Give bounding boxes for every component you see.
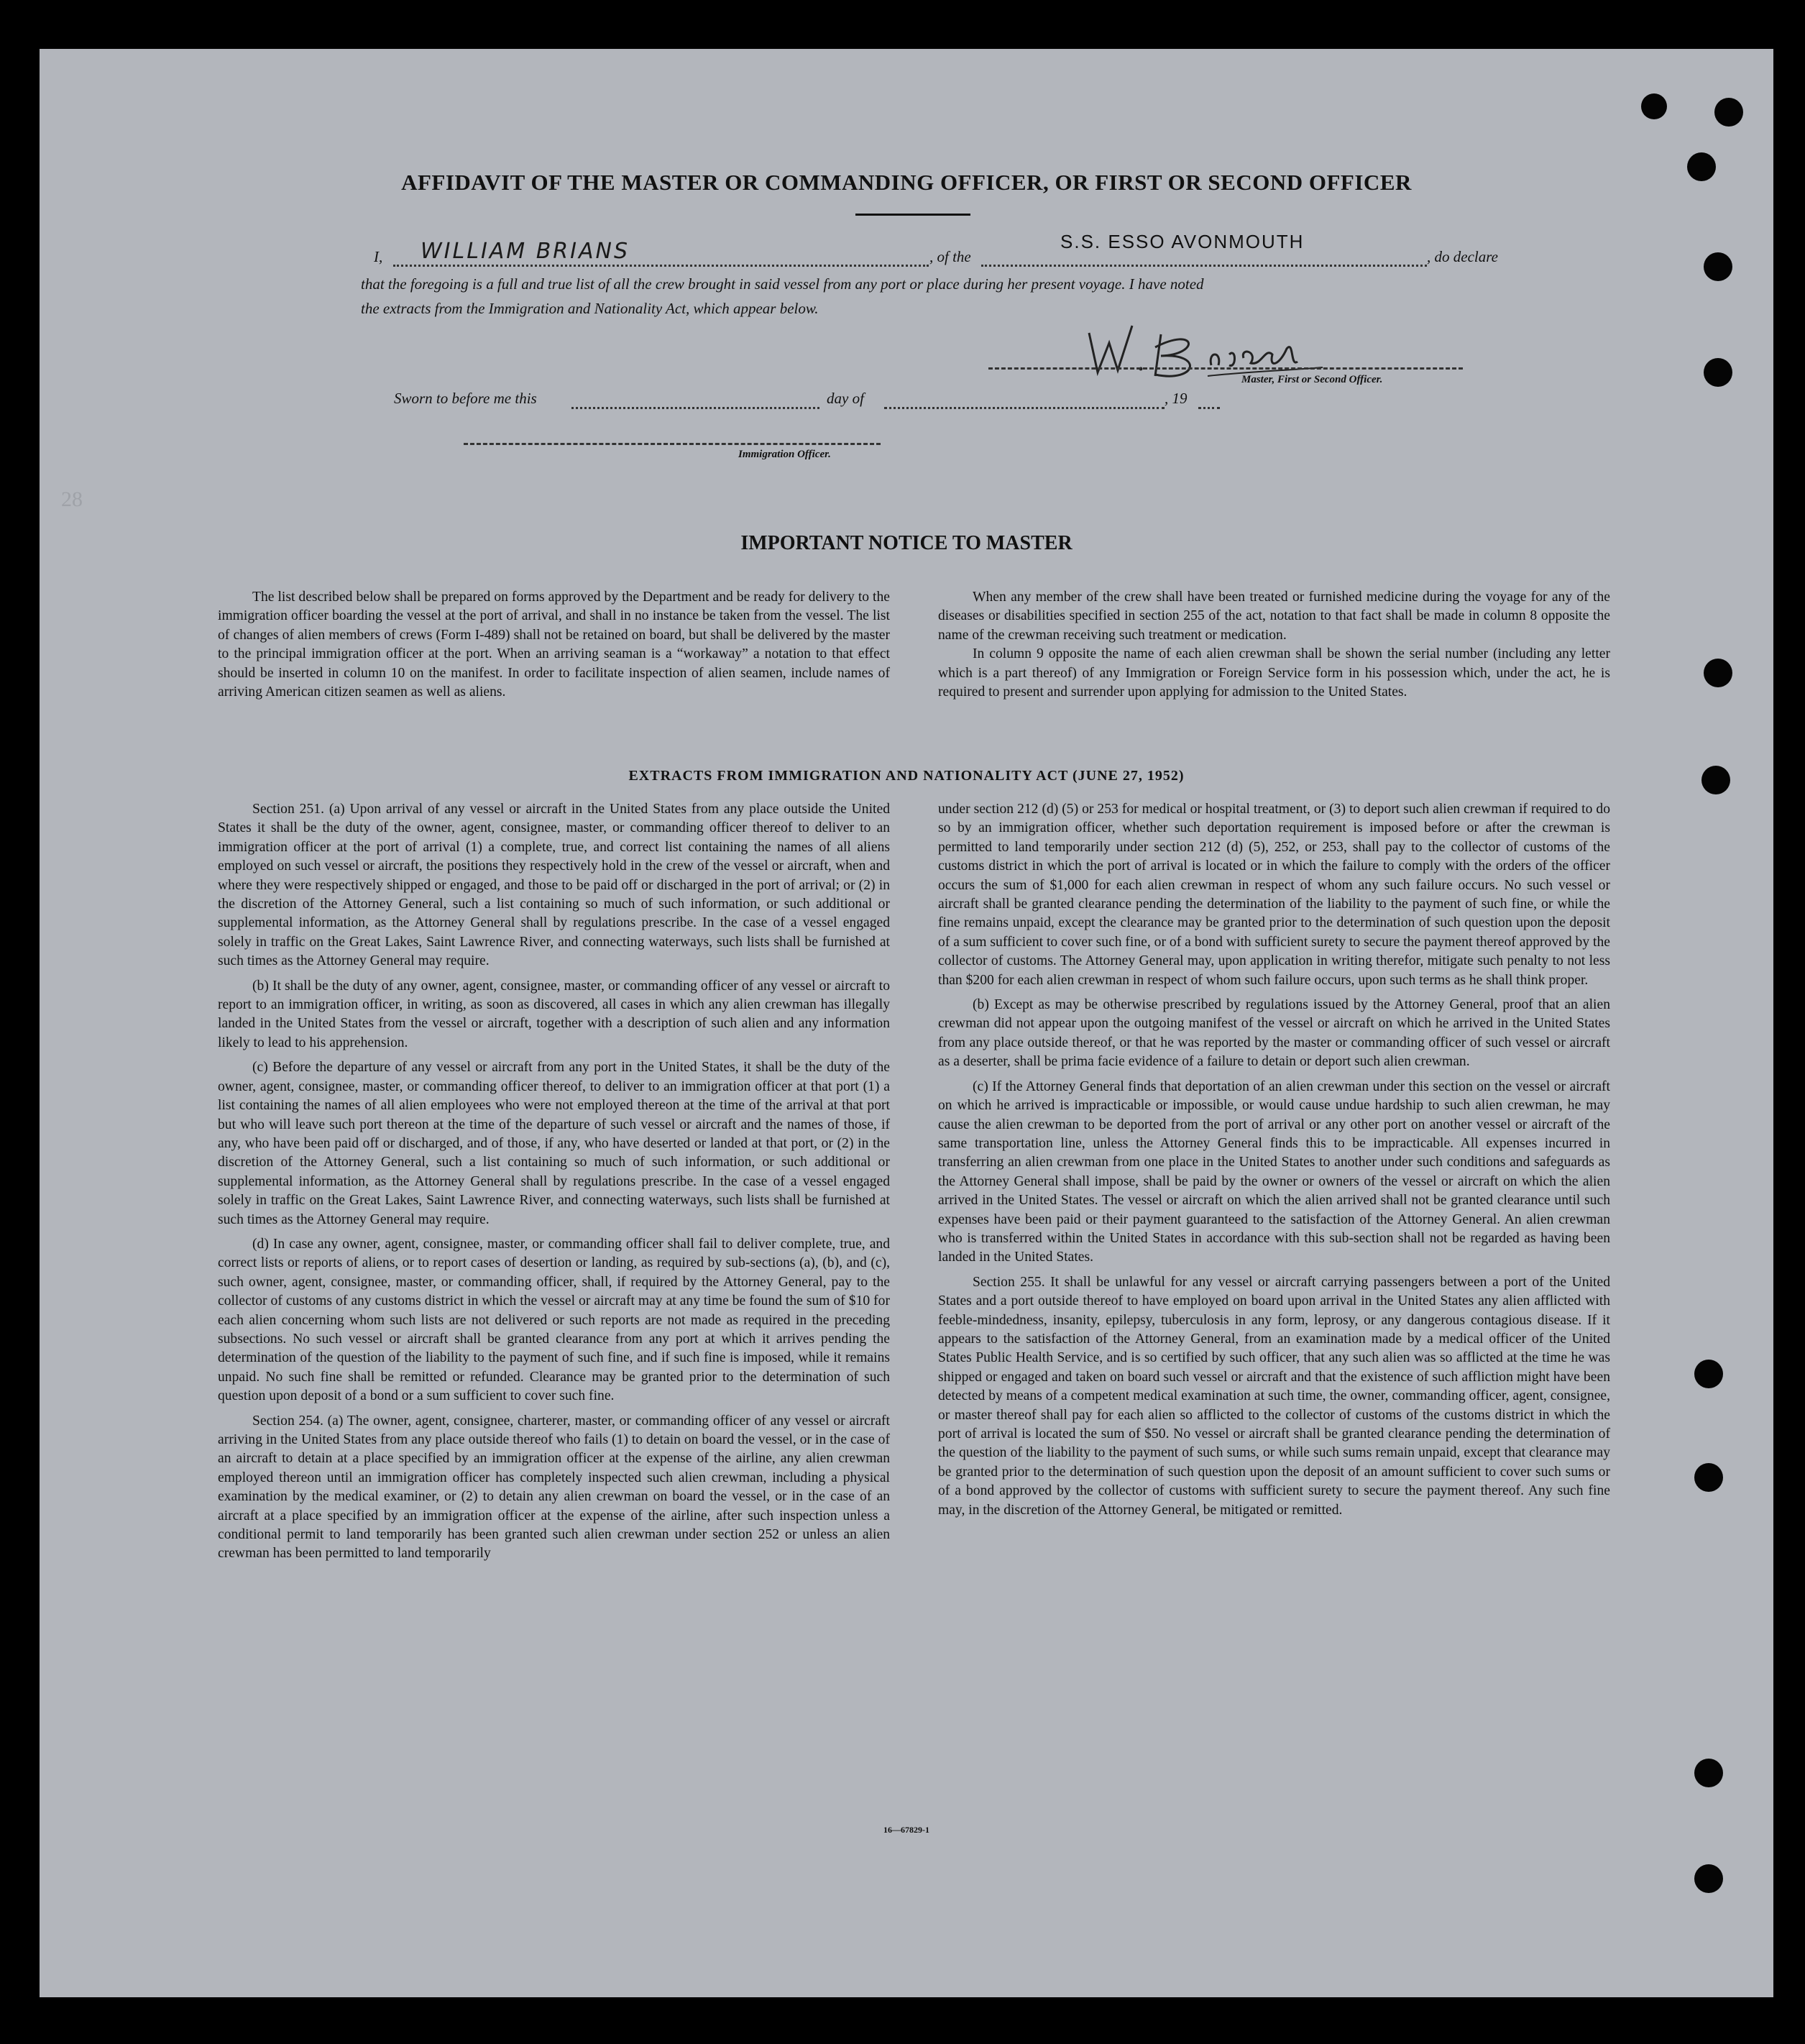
extracts-left-column <box>218 800 890 1564</box>
notice-left-column <box>218 588 890 702</box>
punch-hole <box>1694 1463 1723 1492</box>
sworn-day-line <box>571 407 819 409</box>
do-declare-label: , do declare <box>1427 248 1498 265</box>
declaration-line-2: that the foregoing is a full and true list of all the crew brought in said vessel from any port or place during her present voyage. I have noted <box>361 275 1204 293</box>
section-251-a: Section 251. (a) Upon arrival of any vessel or aircraft in the United States from any place outside the United States it shall be the duty of the owner, agent, consignee, master, or commanding officer thereof to deliver to an immigration officer at the port of arrival (1) a complete, true, and correct list containing the names of all aliens employed on such vessel or aircraft, the positions they respectively hold in the crew of the vessel or aircraft, when and where they were respectively shipped or engaged, and those to be paid off or discharged in the port of arrival; or (2) in the discretion of the Attorney General, such a list containing so much of such information, or such additional or supplemental information, as the Attorney General shall by regulations prescribe. In the case of a vessel engaged solely in traffic on the Great Lakes, Saint Lawrence River, and connecting waterways, such lists shall be furnished at such times as the Attorney General may require. <box>218 802 890 969</box>
section-254-b: (b) Except as may be otherwise prescribed by regulations issued by the Attorney General, proof that an alien crewman did not appear upon the outgoing manifest of the vessel or aircraft on which he arrived in the United States from any place outside thereof, or that he was reported by the master or commanding officer of such vessel or aircraft as a deserter, shall be prima facie evidence of a failure to detain or deport such alien crewman. <box>938 997 1610 1070</box>
section-251-d: (d) In case any owner, agent, consignee, master, or commanding officer shall fail to deliver complete, true, and correct lists or reports of aliens, or to report cases of desertion or landing, as required by sub-sections (a), (b), and (c), such owner, agent, consignee, master, or commanding officer, shall, if required by the Attorney General, pay to the collector of customs of any customs district in which the vessel or aircraft may at any time be found the sum of $10 for each alien concerning whom such lists are not delivered or such reports are not made as required in the preceding subsections. No such vessel or aircraft shall be granted clearance from any port at which it arrives pending the determination of the question of the liability to the payment of such fine, and if such fine is imposed, while it remains unpaid. No such fine shall be remitted or refunded. Clearance may be granted prior to the determination of such question upon deposit of a bond or a sum sufficient to cover such fine. <box>218 1236 890 1404</box>
sworn-year-line <box>1198 407 1220 409</box>
year-label: , 19 <box>1165 390 1188 407</box>
punch-hole <box>1704 358 1732 387</box>
officer-signature-line <box>464 443 881 445</box>
punch-hole <box>1704 252 1732 281</box>
section-251-c: (c) Before the departure of any vessel or aircraft from any port in the United States, it shall be the duty of the owner, agent, consignee, master, or commanding officer thereof, to deliver to an immigration officer at that port (1) a list containing the names of all alien employees who were not employed thereon at the time of the arrival at that port but who will leave such port thereon at the time of the departure of such vessel or aircraft and the names of those, if any, who have been paid off or discharged, and of those, if any, who have deserted or landed at that port, or (2) in the discretion of the Attorney General, such a list containing so much of such information, or such additional or supplemental information, as the Attorney General shall by regulations prescribe. In the case of a vessel engaged solely in traffic on the Great Lakes, Saint Lawrence River, and connecting waterways, such lists shall be furnished at such times as the Attorney General may require. <box>218 1060 890 1227</box>
notice-title: IMPORTANT NOTICE TO MASTER <box>740 532 1073 554</box>
section-254-a-continued: under section 212 (d) (5) or 253 for medical or hospital treatment, or (3) to deport such alien crewman if required to do so by an immigration officer, whether such deportation requirement is imposed before or after the crewman is permitted to land temporarily under section 212 (d) (5), 252, or 253, shall pay to the collector of customs of the customs district in which the port of arrival is located or in which the failure to comply with the orders of the officer occurs the sum of $1,000 for each alien crewman in respect of whom any such failure occurs. No such vessel or aircraft shall be granted clearance pending the determination of the liability to the payment of such fine, or while the fine remains unpaid, except the clearance may be granted prior to the determination of such question upon the deposit of a sum sufficient to cover such fine, or of a bond with sufficient surety to secure the payment thereof approved by the collector of customs. The Attorney General may, upon application in writing therefor, mitigate such penalty to not less than $200 for each alien crewman in respect of whom such failure occurs, upon such terms as he shall think proper. <box>938 802 1610 988</box>
extracts-title: EXTRACTS FROM IMMIGRATION AND NATIONALITY ACT (JUNE 27, 1952) <box>628 768 1185 784</box>
page-number: 28 <box>61 487 83 511</box>
vessel-line <box>981 265 1427 267</box>
of-the-label: , of the <box>929 248 971 265</box>
notice-right-column <box>938 588 1610 702</box>
vessel-name: S.S. ESSO AVONMOUTH <box>1060 231 1305 252</box>
form-number: 16—67829-1 <box>883 1825 929 1835</box>
punch-hole <box>1694 1360 1723 1388</box>
sworn-label: Sworn to before me this <box>394 390 537 407</box>
section-255: Section 255. It shall be unlawful for any vessel or aircraft carrying passengers between a port of the United States and a port outside thereof to have employed on board upon arrival in the United States any alien afflicted with feeble-mindedness, insanity, epilepsy, tuberculosis in any form, leprosy, or any dangerous contagious disease. If it appears to the satisfaction of the Attorney General, from an examination made by a medical officer of the United States Public Health Service, and is so certified by such officer, that any such alien was so afflicted at the time he was shipped or engaged and taken on board such vessel or aircraft and that the existence of such affliction might have been detected by means of a competent medical examination at such time, the owner, commanding officer, agent, consignee, or master thereof shall pay for each alien so afflicted to the collector of customs of the customs district in which the port of arrival is located the sum of $50. No vessel or aircraft shall be granted clearance pending the determination of the question of the liability to the payment of such sums, or while such sums remain unpaid, except that clearance may be granted prior to the determination of such question upon the deposit of an amount sufficient to cover such sums or of a bond approved by the collector of customs with sufficient surety to secure the payment thereof. Any such fine may, in the discretion of the Attorney General, be mitigated or remitted. <box>938 1274 1610 1518</box>
title-rule <box>855 214 970 216</box>
name-line <box>393 265 929 267</box>
affidavit-title: AFFIDAVIT OF THE MASTER OR COMMANDING OFFICER, OR FIRST OR SECOND OFFICER <box>401 170 1412 195</box>
officer-caption: Immigration Officer. <box>738 449 831 460</box>
punch-hole <box>1641 93 1667 119</box>
notice-paragraph: When any member of the crew shall have been treated or furnished medicine during the voyage for any of the diseases or disabilities specified in section 255 of the act, notation to that fact shall be made in column 8 opposite the name of the crewman receiving such treatment or medication. <box>938 590 1610 643</box>
extracts-right-column <box>938 800 1610 1520</box>
notice-paragraph: The list described below shall be prepared on forms approved by the Department and be ready for delivery to the immigration officer boarding the vessel at the port of arrival, and shall in no instance be taken from the vessel. The list of changes of alien members of crews (Form I-489) shall not be retained on board, but shall be delivered by the master to the principal immigration officer at the port. When an arriving seaman is a “workaway” a notation to that effect should be inserted in column 10 on the manifest. In order to facilitate inspection of alien seamen, include names of arriving American citizen seamen as well as aliens. <box>218 590 890 700</box>
section-254-a: Section 254. (a) The owner, agent, consignee, charterer, master, or commanding officer of any vessel or aircraft arriving in the United States from any place outside thereof who fails (1) to detain on board the vessel, or in the case of an aircraft to detain at a place specified by an immigration officer at the expense of the airline, any alien crewman employed thereon until an immigration officer has completely inspected such alien crewman, including a physical examination by the medical examiner, or (2) to detain any alien crewman on board the vessel, or in the case of an aircraft at a place specified by an immigration officer at the expense of the airline, after such inspection unless a conditional permit to land temporarily has been granted such alien crewman under section 252 or unless an alien crewman has been permitted to land temporarily <box>218 1413 890 1562</box>
punch-hole <box>1704 659 1732 687</box>
punch-hole <box>1714 98 1743 127</box>
document-sheet <box>40 49 1773 1997</box>
declaration-line-3: the extracts from the Immigration and Nationality Act, which appear below. <box>361 300 819 317</box>
section-251-b: (b) It shall be the duty of any owner, agent, consignee, master, or commanding officer of any vessel or aircraft to report to an immigration officer, in writing, as soon as discovered, all cases in which any alien crewman has illegally landed in the United States from the vessel or aircraft, together with a description of such alien and any information likely to lead to his apprehension. <box>218 978 890 1050</box>
sworn-month-line <box>884 407 1165 409</box>
day-of-label: day of <box>827 390 864 407</box>
master-name-handwritten: WILLIAM BRIANS <box>421 239 630 264</box>
punch-hole <box>1694 1759 1723 1787</box>
section-254-c: (c) If the Attorney General finds that deportation of an alien crewman under this section on the vessel or aircraft on which he arrived is impracticable or impossible, or would cause undue hardship to such alien crewman, he may cause the alien crewman to be deported from the port of arrival or any other port on another vessel or aircraft of the same transportation line, unless the Attorney General finds this to be impracticable. All expenses incurred in transferring an alien crewman from one place in the United States to another under such conditions and safeguards as the Attorney General shall impose, shall be paid by the owner or owners of the vessel or aircraft on which the alien arrived in the United States. The vessel or aircraft on which the alien arrived shall not be granted clearance until such expenses have been paid or their payment guaranteed to the satisfaction of the Attorney General. An alien crewman who is transferred within the United States in accordance with this sub-section shall not be regarded as having been landed in the United States. <box>938 1078 1610 1265</box>
signer-caption: Master, First or Second Officer. <box>1241 374 1383 385</box>
notice-paragraph: In column 9 opposite the name of each alien crewman shall be shown the serial number (including any letter which is a part thereof) of any Immigration or Foreign Service form in his possession which, under the act, he is required to present and surrender upon applying for admission to the United States. <box>938 646 1610 700</box>
affidavit-prefix: I, <box>374 248 383 265</box>
signature-line <box>988 367 1463 370</box>
punch-hole <box>1694 1864 1723 1893</box>
